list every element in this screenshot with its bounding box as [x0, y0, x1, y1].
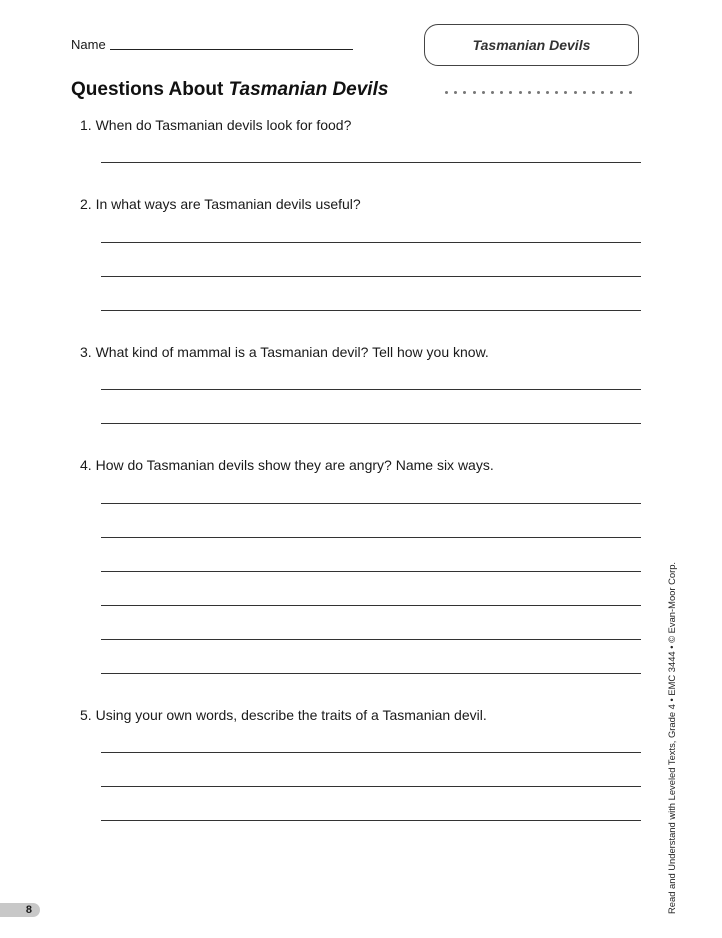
- leader-dot: [528, 91, 531, 94]
- leader-dot: [473, 91, 476, 94]
- question-text: How do Tasmanian devils show they are angry? Name six ways.: [95, 457, 494, 473]
- question-text: What kind of mammal is a Tasmanian devil? Tell how you know.: [95, 344, 489, 360]
- answer-line[interactable]: [101, 820, 641, 821]
- page-number: 8: [0, 903, 40, 917]
- leader-dot: [620, 91, 623, 94]
- leader-dot: [592, 91, 595, 94]
- answer-line[interactable]: [101, 571, 641, 572]
- leader-dot: [454, 91, 457, 94]
- question-text: In what ways are Tasmanian devils useful?: [95, 196, 361, 212]
- topic-tag: Tasmanian Devils: [424, 24, 639, 66]
- dotted-leader: [445, 84, 645, 98]
- leader-dot: [564, 91, 567, 94]
- answer-line[interactable]: [101, 503, 641, 504]
- question-3: [80, 344, 489, 360]
- answer-line[interactable]: [101, 639, 641, 640]
- answer-line[interactable]: [101, 242, 641, 243]
- leader-dot: [463, 91, 466, 94]
- answer-line[interactable]: [101, 310, 641, 311]
- leader-dot: [519, 91, 522, 94]
- question-text: Using your own words, describe the traits of a Tasmanian devil.: [95, 707, 487, 723]
- question-number: 4.: [80, 457, 92, 473]
- leader-dot: [583, 91, 586, 94]
- question-2: [80, 196, 361, 212]
- page-title-prefix: Questions About: [71, 79, 229, 100]
- leader-dot: [491, 91, 494, 94]
- answer-line[interactable]: [101, 276, 641, 277]
- leader-dot: [445, 91, 448, 94]
- leader-dot: [610, 91, 613, 94]
- leader-dot: [509, 91, 512, 94]
- name-label: Name: [71, 37, 106, 52]
- leader-dot: [555, 91, 558, 94]
- leader-dot: [629, 91, 632, 94]
- question-text: When do Tasmanian devils look for food?: [95, 117, 352, 133]
- answer-line[interactable]: [101, 786, 641, 787]
- answer-line[interactable]: [101, 162, 641, 163]
- answer-line[interactable]: [101, 673, 641, 674]
- question-5: [80, 707, 487, 723]
- name-field[interactable]: [110, 49, 353, 50]
- answer-line[interactable]: [101, 752, 641, 753]
- leader-dot: [537, 91, 540, 94]
- answer-line[interactable]: [101, 389, 641, 390]
- page-title-subject: Tasmanian Devils: [228, 79, 389, 100]
- leader-dot: [482, 91, 485, 94]
- question-number: 1.: [80, 117, 92, 133]
- question-number: 3.: [80, 344, 92, 360]
- answer-line[interactable]: [101, 537, 641, 538]
- leader-dot: [574, 91, 577, 94]
- answer-line[interactable]: [101, 423, 641, 424]
- leader-dot: [500, 91, 503, 94]
- page-title: [71, 79, 388, 101]
- question-number: 5.: [80, 707, 92, 723]
- question-number: 2.: [80, 196, 92, 212]
- question-4: [80, 457, 494, 473]
- answer-line[interactable]: [101, 605, 641, 606]
- question-1: [80, 117, 351, 133]
- copyright-credit: Read and Understand with Leveled Texts, Grade 4 • EMC 3444 • © Evan-Moor Corp.: [666, 561, 677, 914]
- leader-dot: [546, 91, 549, 94]
- leader-dot: [601, 91, 604, 94]
